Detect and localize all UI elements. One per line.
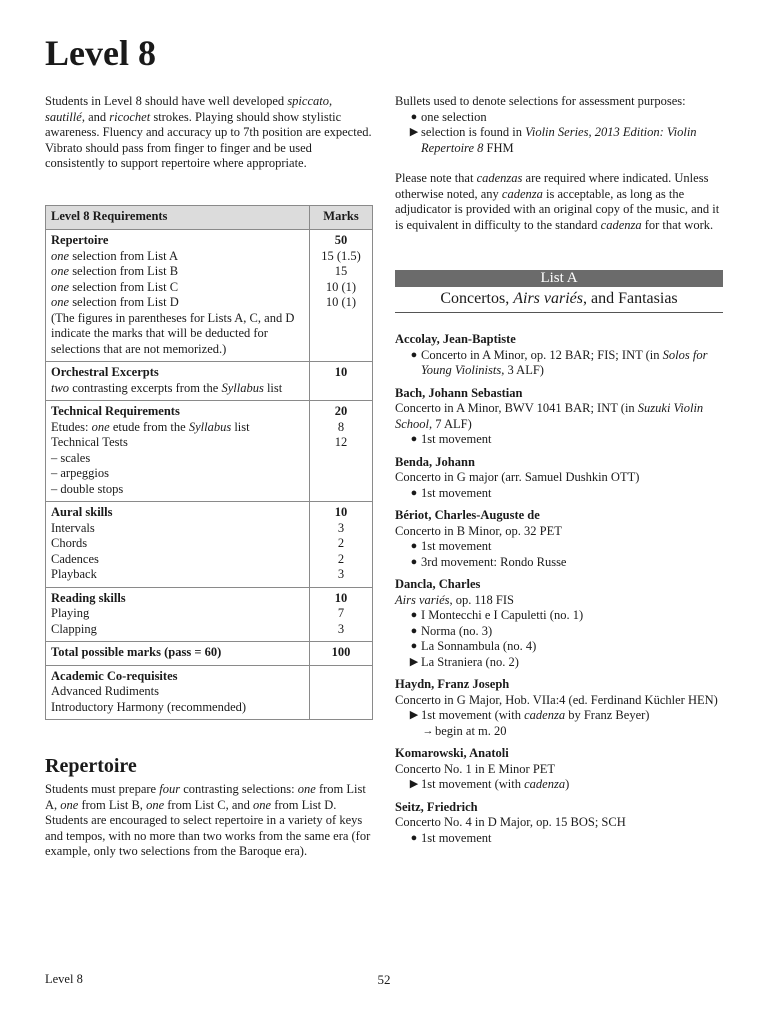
mark-value: 12 bbox=[334, 435, 348, 449]
triangle-bullet-icon: ▶ bbox=[409, 126, 419, 138]
total-label: Total possible marks (pass = 60) bbox=[46, 642, 310, 666]
repertoire-item bbox=[51, 249, 304, 265]
work-title: Concerto in G major (arr. Samuel Dushkin OTT) bbox=[395, 470, 640, 484]
item-term: Syllabus bbox=[188, 419, 232, 434]
work-book: Suzuki Violin School bbox=[395, 401, 704, 431]
item-text: Etudes: bbox=[51, 419, 92, 434]
composer-name: Benda, Johann bbox=[395, 454, 475, 469]
selection-item bbox=[395, 432, 723, 448]
table-row-orchestral bbox=[46, 362, 373, 401]
bullets-intro: Bullets used to denote selections for assessment purposes: bbox=[395, 94, 686, 108]
list-a-subtitle bbox=[395, 289, 723, 313]
intro-term: ricochet bbox=[109, 109, 151, 124]
repertoire-item bbox=[51, 264, 304, 280]
work-text: Concerto in A Minor, BWV 1041 BAR; INT (in bbox=[395, 401, 638, 415]
composer-name: Dancla, Charles bbox=[395, 577, 481, 591]
note-em: cadenza bbox=[501, 186, 543, 201]
subtitle-text: Concertos, bbox=[440, 290, 514, 307]
table-row-technical bbox=[46, 401, 373, 502]
academic-cell bbox=[46, 665, 310, 720]
orchestral-item bbox=[51, 381, 304, 397]
item-text: selection from List B bbox=[69, 264, 179, 278]
reading-title: Reading skills bbox=[51, 590, 126, 605]
work-em: Airs variés bbox=[395, 592, 450, 607]
repertoire-note: (The figures in parentheses for Lists A, C, and D indicate the marks that will be deducted for selections that are not memorized.) bbox=[51, 310, 295, 356]
aural-title: Aural skills bbox=[51, 505, 113, 519]
rep-text: from List A, bbox=[45, 782, 366, 812]
mark-value: 2 bbox=[337, 536, 345, 550]
rep-text: from List C, and bbox=[164, 797, 254, 812]
rep-text: contrasting selections: bbox=[180, 782, 298, 796]
work-text: , op. 118 FIS bbox=[449, 592, 514, 607]
list-item bbox=[395, 508, 723, 570]
reading-item: Playing bbox=[51, 606, 90, 620]
work-book: Solos for Young Violinists bbox=[421, 347, 708, 377]
intro-column bbox=[45, 94, 373, 172]
technical-tests: Technical Tests bbox=[51, 435, 128, 449]
circle-bullet-icon: ● bbox=[410, 433, 418, 445]
selection-text: I Montecchi e I Capuletti (no. 1) bbox=[421, 608, 584, 622]
technical-title: Technical Requirements bbox=[51, 404, 180, 418]
rep-em: four bbox=[159, 782, 181, 796]
selection-text: 1st movement bbox=[421, 485, 492, 500]
circle-bullet-icon: ● bbox=[410, 348, 418, 361]
item-count: one bbox=[51, 295, 70, 309]
subtitle-em: Airs variés bbox=[513, 290, 583, 307]
item-count: one bbox=[91, 419, 110, 434]
selection-item bbox=[395, 539, 723, 555]
arrow-right-icon: → bbox=[422, 724, 434, 737]
orchestral-title: Orchestral Excerpts bbox=[51, 365, 159, 379]
technical-subitem: – double stops bbox=[51, 481, 124, 496]
aural-marks-cell bbox=[310, 502, 373, 588]
composer-name: Haydn, Franz Joseph bbox=[395, 677, 510, 691]
item-text: list bbox=[231, 419, 250, 434]
work-title bbox=[395, 593, 723, 609]
aural-item: Intervals bbox=[51, 520, 95, 535]
note-em: cadenza bbox=[600, 217, 642, 232]
repertoire-title: Repertoire bbox=[51, 233, 109, 247]
selection-item bbox=[395, 777, 723, 793]
note-text: is acceptable, as long as the adjudicator is provided with an original copy of the music, and it is equivalent in difficulty to the standard bbox=[395, 186, 720, 232]
circle-bullet-icon: ● bbox=[410, 486, 418, 499]
circle-bullet-icon: ● bbox=[410, 540, 418, 552]
list-a-bar: List A bbox=[395, 270, 723, 287]
reading-cell bbox=[46, 587, 310, 642]
item-count: one bbox=[51, 248, 70, 263]
bullet-legend-text bbox=[421, 125, 723, 156]
list-item bbox=[395, 386, 723, 448]
mark-value: 3 bbox=[337, 520, 345, 535]
item-count: one bbox=[51, 264, 70, 278]
item-text: selection from List D bbox=[69, 295, 179, 309]
item-count: one bbox=[51, 279, 70, 294]
composer-name: Accolay, Jean-Baptiste bbox=[395, 332, 516, 346]
technical-marks-cell bbox=[310, 401, 373, 502]
aural-item: Playback bbox=[51, 567, 97, 581]
legend-text: selection is found in bbox=[421, 125, 526, 139]
table-row-academic bbox=[46, 665, 373, 720]
technical-total: 20 bbox=[334, 404, 348, 418]
rep-em: one bbox=[253, 797, 272, 812]
repertoire-cell bbox=[46, 230, 310, 362]
circle-bullet-icon: ● bbox=[410, 624, 418, 637]
work-title: Concerto in G Major, Hob. VIIa:4 (ed. Ferdinand Küchler HEN) bbox=[395, 692, 718, 707]
orchestral-cell bbox=[46, 362, 310, 401]
work-em: cadenza bbox=[524, 708, 566, 722]
item-count: two bbox=[51, 380, 70, 395]
subtitle-text: , and Fantasias bbox=[583, 290, 678, 307]
selection-item bbox=[395, 624, 723, 640]
list-item bbox=[395, 455, 723, 502]
list-item bbox=[395, 800, 723, 847]
mark-value: 7 bbox=[337, 606, 345, 620]
selection-text: 3rd movement: Rondo Russe bbox=[421, 554, 567, 569]
selection-item bbox=[395, 348, 723, 379]
circle-bullet-icon: ● bbox=[410, 110, 418, 123]
note-text: are required where indicated. Unless otherwise noted, any bbox=[395, 171, 709, 201]
circle-bullet-icon: ● bbox=[410, 609, 418, 621]
composer-name: Bach, Johann Sebastian bbox=[395, 385, 523, 400]
reading-marks-cell bbox=[310, 587, 373, 642]
list-item bbox=[395, 332, 723, 379]
circle-bullet-icon: ● bbox=[410, 555, 418, 568]
reading-item: Clapping bbox=[51, 621, 97, 636]
work-title: Concerto No. 1 in E Minor PET bbox=[395, 761, 556, 776]
intro-text: , bbox=[328, 94, 333, 108]
reading-total: 10 bbox=[334, 590, 348, 605]
academic-item: Advanced Rudiments bbox=[51, 684, 159, 698]
work-text: 1st movement (with bbox=[421, 708, 525, 722]
technical-subitem: – scales bbox=[51, 450, 91, 465]
academic-title: Academic Co-requisites bbox=[51, 668, 178, 683]
triangle-bullet-icon: ▶ bbox=[409, 709, 419, 721]
work-text: , 7 ALF) bbox=[429, 416, 472, 431]
page-title: Level 8 bbox=[45, 33, 156, 73]
intro-text: Students in Level 8 should have well developed bbox=[45, 94, 288, 108]
footer-level: Level 8 bbox=[45, 972, 83, 986]
intro-term: spiccato bbox=[287, 94, 329, 108]
item-text: selection from List C bbox=[69, 279, 179, 294]
selection-item bbox=[395, 831, 723, 847]
work-title bbox=[395, 401, 723, 432]
list-item bbox=[395, 746, 723, 793]
selection-item bbox=[395, 486, 723, 502]
table-row-reading bbox=[46, 587, 373, 642]
aural-item: Chords bbox=[51, 536, 88, 550]
work-title: Concerto No. 4 in D Major, op. 15 BOS; SCH bbox=[395, 815, 626, 829]
requirements-header: Level 8 Requirements bbox=[46, 206, 310, 230]
selection-text: begin at m. 20 bbox=[435, 723, 507, 738]
selection-text: Norma (no. 3) bbox=[421, 623, 493, 638]
intro-text: strokes. Playing should show stylistic awareness. Fluency and accuracy up to 7th position are expected. Vibrato should pass from finger to finger and be used consistently to support repertoire where appropriate. bbox=[45, 109, 372, 170]
selection-text: 1st movement bbox=[421, 432, 492, 446]
selection-item bbox=[395, 639, 723, 655]
mark-value: 2 bbox=[337, 551, 345, 566]
rep-em: one bbox=[297, 782, 316, 796]
mark-value: 8 bbox=[337, 419, 345, 434]
aural-cell bbox=[46, 502, 310, 588]
selection-text: 1st movement bbox=[421, 830, 492, 845]
repertoire-item bbox=[51, 295, 304, 311]
aural-total: 10 bbox=[334, 505, 348, 519]
work-title: Concerto in B Minor, op. 32 PET bbox=[395, 523, 562, 538]
note-em: cadenzas bbox=[476, 171, 523, 185]
item-text: etude from the bbox=[109, 419, 189, 434]
mark-value: 10 (1) bbox=[325, 295, 357, 309]
selection-text: La Sonnambula (no. 4) bbox=[421, 639, 537, 653]
bullet-legend-text: one selection bbox=[421, 109, 487, 124]
table-row-total bbox=[46, 642, 373, 666]
repertoire-paragraph bbox=[45, 782, 373, 860]
rep-em: one bbox=[60, 797, 79, 812]
composer-name: Bériot, Charles-Auguste de bbox=[395, 508, 540, 522]
right-column bbox=[395, 94, 723, 233]
selection-item bbox=[395, 655, 723, 671]
selection-text: La Straniera (no. 2) bbox=[421, 654, 519, 669]
academic-item: Introductory Harmony (recommended) bbox=[51, 699, 247, 714]
work-text: , 3 ALF) bbox=[501, 363, 544, 377]
orchestral-total: 10 bbox=[334, 365, 348, 379]
item-text: list bbox=[263, 380, 283, 395]
triangle-bullet-icon: ▶ bbox=[409, 778, 419, 790]
mark-value: 15 bbox=[334, 264, 348, 278]
composer-name: Seitz, Friedrich bbox=[395, 799, 478, 814]
selection-text bbox=[421, 777, 723, 793]
item-term: Syllabus bbox=[221, 380, 264, 395]
mark-value: 3 bbox=[337, 621, 345, 636]
table-row-aural bbox=[46, 502, 373, 588]
academic-marks-cell bbox=[310, 665, 373, 720]
note-text: for that work. bbox=[641, 217, 714, 232]
work-text: ) bbox=[565, 777, 570, 791]
mark-value: 3 bbox=[337, 567, 345, 581]
rep-text: from List B, bbox=[78, 797, 147, 812]
list-item bbox=[395, 577, 723, 670]
note-text: Please note that bbox=[395, 171, 477, 185]
intro-text: , and bbox=[81, 109, 110, 124]
bullet-legend-item bbox=[395, 125, 723, 156]
table-header-row bbox=[46, 206, 373, 230]
selection-item bbox=[395, 708, 723, 724]
item-text: selection from List A bbox=[69, 248, 179, 263]
work-text: by Franz Beyer) bbox=[565, 708, 650, 722]
repertoire-total: 50 bbox=[334, 233, 348, 247]
selection-item bbox=[395, 608, 723, 624]
repertoire-item bbox=[51, 280, 304, 296]
table-row-repertoire bbox=[46, 230, 373, 362]
aural-item: Cadences bbox=[51, 551, 99, 566]
legend-book: Violin Series, 2013 Edition: Violin Repertoire 8 bbox=[421, 125, 697, 155]
circle-bullet-icon: ● bbox=[410, 831, 418, 844]
composer-name: Komarowski, Anatoli bbox=[395, 746, 509, 760]
triangle-bullet-icon: ▶ bbox=[409, 655, 419, 668]
list-item bbox=[395, 677, 723, 739]
selection-text bbox=[421, 708, 723, 724]
rep-em: one bbox=[146, 797, 165, 812]
intro-paragraph bbox=[45, 94, 373, 172]
cadenza-note bbox=[395, 171, 723, 233]
list-a-entries bbox=[395, 332, 723, 853]
selection-text: 1st movement bbox=[421, 539, 492, 553]
technical-subitem: – arpeggios bbox=[51, 466, 109, 480]
circle-bullet-icon: ● bbox=[410, 640, 418, 652]
rep-text: Students must prepare bbox=[45, 782, 160, 796]
work-text: Concerto in A Minor, op. 12 BAR; FIS; INT (in bbox=[421, 347, 663, 362]
mark-value: 10 (1) bbox=[325, 279, 357, 294]
bullet-legend-item bbox=[395, 110, 723, 126]
rep-text: from List D. Students are encouraged to select repertoire in a variety of keys and tempos, with no more than two works from the same era (for example, only two selections from the Baroque era). bbox=[45, 797, 371, 858]
work-em: cadenza bbox=[524, 777, 566, 791]
legend-text: FHM bbox=[483, 140, 514, 155]
selection-subitem bbox=[395, 724, 723, 740]
intro-term: sautillé bbox=[45, 109, 82, 124]
item-text: contrasting excerpts from the bbox=[69, 380, 222, 395]
marks-header: Marks bbox=[310, 206, 373, 230]
work-text: 1st movement (with bbox=[421, 777, 525, 791]
selection-text bbox=[421, 348, 723, 379]
page-number: 52 bbox=[377, 972, 391, 987]
etudes-item bbox=[51, 420, 304, 436]
selection-item bbox=[395, 555, 723, 571]
repertoire-heading: Repertoire bbox=[45, 755, 137, 777]
technical-cell bbox=[46, 401, 310, 502]
requirements-table bbox=[45, 205, 373, 720]
total-value: 100 bbox=[310, 642, 373, 666]
orchestral-marks-cell bbox=[310, 362, 373, 401]
repertoire-marks-cell bbox=[310, 230, 373, 362]
mark-value: 15 (1.5) bbox=[321, 248, 361, 263]
